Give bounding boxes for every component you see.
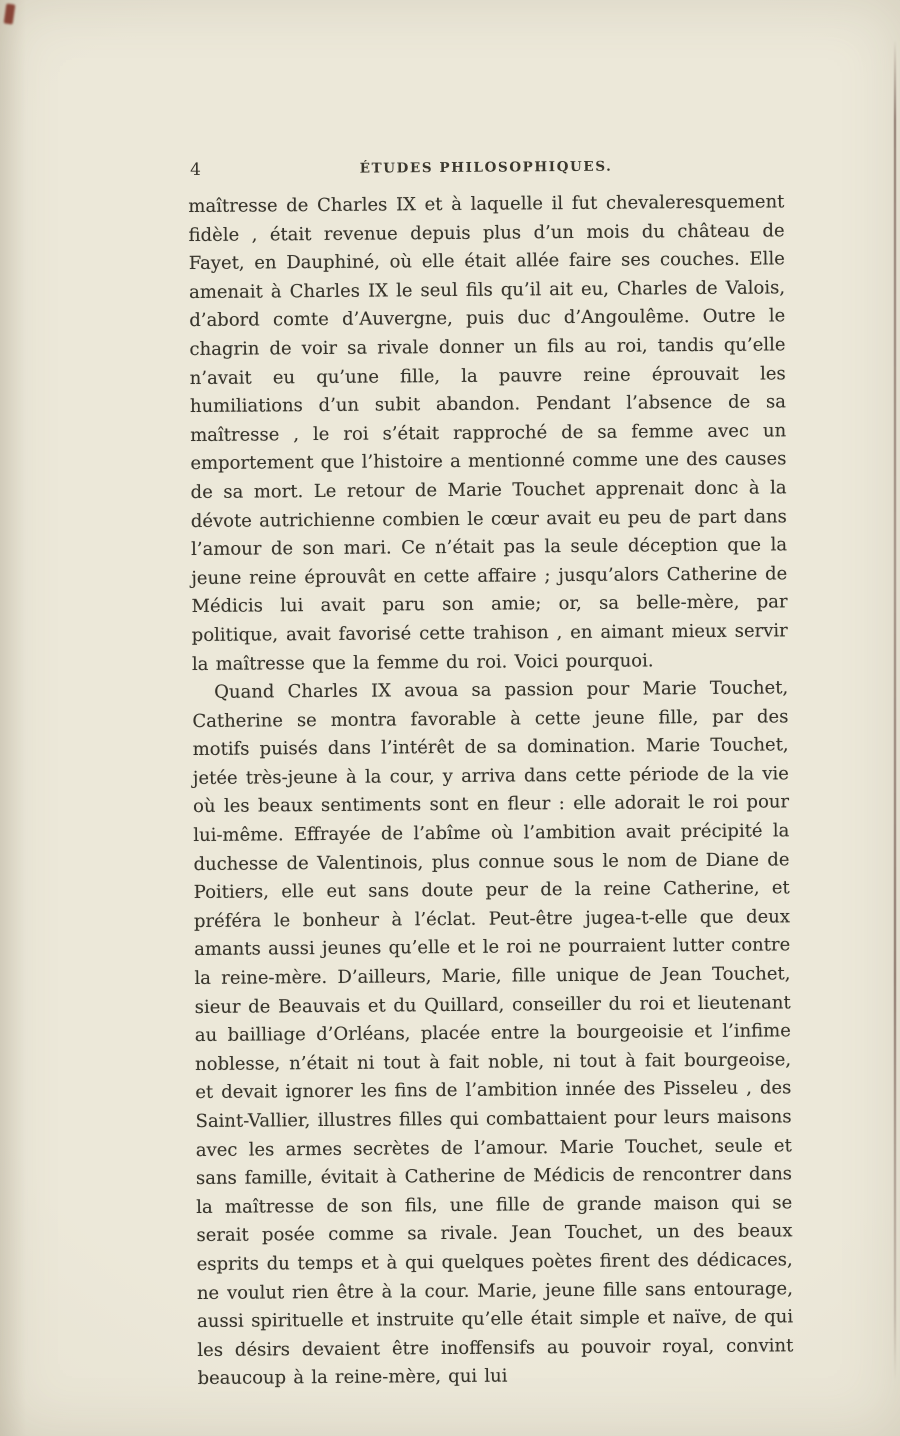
scan-artifact-right-edge	[894, 40, 896, 1380]
scan-gutter-shadow	[0, 0, 26, 1436]
paragraph: Quand Charles IX avoua sa passion pour Marie Touchet, Catherine se montra favorable à cette jeune fille, par des motifs puisés dans l’intérêt de sa domination. Marie Touchet, jetée très-jeune à la cour, y arriva dans cette période de la vie où les beaux sentiments sont en fleur : elle adorait le roi pour lui-même. Effrayée de l’abîme où l’ambition avait précipité la duchesse de Valentinois, plus connue sous le nom de Diane de Poitiers, elle eut sans doute peur de la reine Catherine, et préféra le bonheur à l’éclat. Peut-être jugea-t-elle que deux amants aussi jeunes qu’elle et le roi ne pourraient lutter contre la reine-mère. D’ailleurs, Marie, fille unique de Jean Touchet, sieur de Beauvais et du Quillard, conseiller du roi et lieutenant au bailliage d’Orléans, placée entre la bourgeoisie et l’infime noblesse, n’était ni tout à fait noble, ni tout à fait bourgeoise, et devait ignorer les fins de l’ambition innée des Pisseleu , des Saint-Vallier, illustres filles qui combattaient pour leurs maisons avec les armes secrètes de l’amour. Marie Touchet, seule et sans famille, évitait à Catherine de Médicis de rencontrer dans la maîtresse de son fils, une fille de grande maison qui se serait posée comme sa rivale. Jean Touchet, un des beaux esprits du temps et à qui quelques poètes firent des dédicaces, ne voulut rien être à la cour. Marie, jeune fille sans entourage, aussi spirituelle et instruite qu’elle était simple et naïve, de qui les désirs devaient être inoffensifs au pouvoir royal, convint beaucoup à la reine-mère, qui lui	[192, 677, 794, 1390]
page-content	[188, 153, 794, 1394]
running-head-title: ÉTUDES PHILOSOPHIQUES.	[359, 158, 613, 177]
body-text	[188, 188, 793, 1394]
running-head	[188, 153, 784, 182]
paragraph: maîtresse de Charles IX et à laquelle il fut chevaleresquement fidèle , était revenue depuis plus d’un mois du château de Fayet, en Dauphiné, où elle était allée faire ses couches. Elle amenait à Charles IX le seul fils qu’il ait eu, Charles de Valois, d’abord comte d’Auvergne, puis duc d’Angoulême. Outre le chagrin de voir sa rivale donner un fils au roi, tandis qu’elle n’avait eu qu’une fille, la pauvre reine éprouvait les humiliations d’un subit abandon. Pendant l’absence de sa maîtresse , le roi s’était rapproché de sa femme avec un emportement que l’histoire a mentionné comme une des causes de sa mort. Le retour de Marie Touchet apprenait donc à la dévote autrichienne combien le cœur avait eu peu de part dans l’amour de son mari. Ce n’était pas la seule déception que la jeune reine éprouvât en cette affaire ; jusqu’alors Catherine de Médicis lui avait paru son amie; or, sa belle-mère, par politique, avait favorisé cette trahison , en aimant mieux servir la maîtresse que la femme du roi. Voici pourquoi.	[188, 191, 788, 675]
page-number: 4	[190, 159, 202, 180]
